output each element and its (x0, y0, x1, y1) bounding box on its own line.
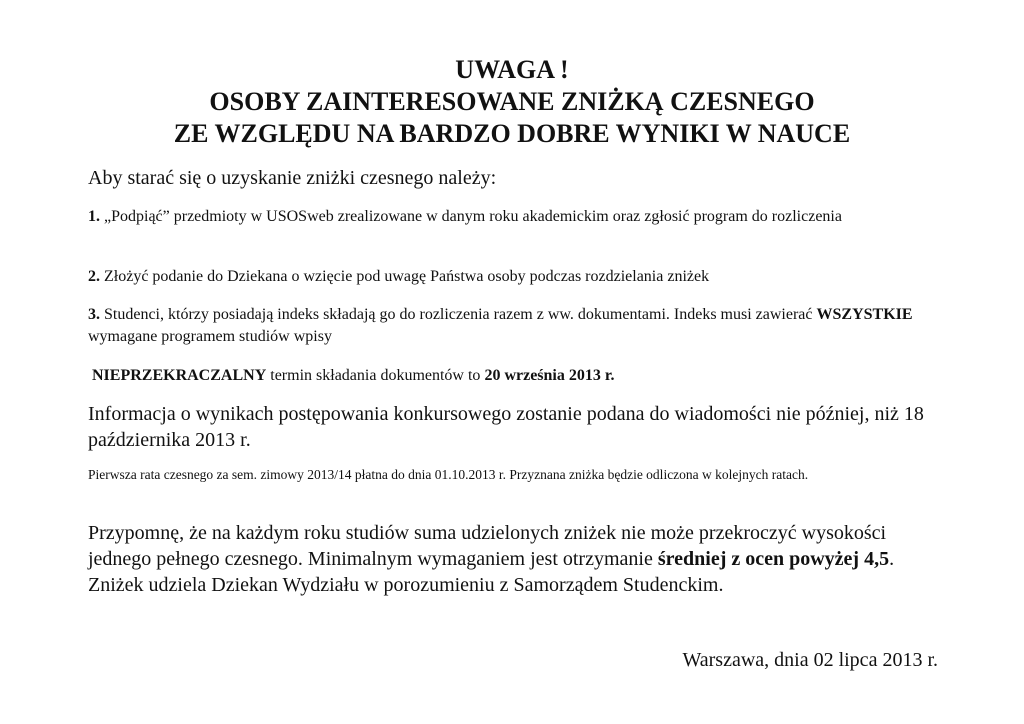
item-number: 2. (88, 268, 100, 285)
signature-date: Warszawa, dnia 02 lipca 2013 r. (682, 649, 938, 671)
deadline-date: 20 września 2013 r. (484, 367, 615, 384)
deadline-label: NIEPRZEKRACZALNY (92, 367, 267, 384)
deadline-text: termin składania dokumentów to (266, 367, 485, 384)
deadline-line (92, 365, 942, 387)
results-info: Informacja o wynikach postępowania konkursowego zostanie podana do wiadomości nie później, niż 18 października 2013 r. (88, 403, 924, 451)
item-text: Złożyć podanie do Dziekana o wzięcie pod uwagę Państwa osoby podczas rozdzielania zniżek (100, 268, 710, 285)
reminder-text-end: . Zniżek udziela Dziekan Wydziału w porozumieniu z Samorządem Studenckim. (88, 548, 895, 596)
notice-subtitle-line-2: ZE WZGLĘDU NA BARDZO DOBRE WYNIKI W NAUCE (173, 119, 851, 148)
requirement-item-1 (88, 206, 938, 228)
notice-subtitle-line-1: OSOBY ZAINTERESOWANE ZNIŻKĄ CZESNEGO (209, 87, 815, 116)
notice-title: UWAGA ! (455, 55, 569, 84)
item-text: Studenci, którzy posiadają indeks składają go do rozliczenia razem z ww. dokumentami. Indeks musi zawierać (100, 306, 817, 323)
intro-text: Aby starać się o uzyskanie zniżki czesnego należy: (88, 167, 497, 189)
reminder-emphasis: średniej z ocen powyżej 4,5 (657, 548, 890, 570)
item-number: 3. (88, 306, 100, 323)
item-text: „Podpiąć” przedmioty w USOSweb zrealizowane w danym roku akademickim oraz zgłosić program do rozliczenia (100, 208, 842, 225)
item-emphasis: WSZYSTKIE (816, 306, 913, 323)
reminder-paragraph (88, 520, 938, 598)
installment-note: Pierwsza rata czesnego za sem. zimowy 2013/14 płatna do dnia 01.10.2013 r. Przyznana zniżka będzie odliczona w kolejnych ratach. (88, 467, 809, 482)
reminder-text: Przypomnę, że na każdym roku studiów suma udzielonych zniżek nie może przekroczyć wysokości jednego pełnego czesnego. Minimalnym wymaganiem jest otrzymanie (88, 522, 887, 570)
requirement-item-3 (88, 304, 938, 348)
item-number: 1. (88, 208, 100, 225)
requirement-item-2 (88, 266, 938, 288)
item-text-end: wymagane programem studiów wpisy (88, 328, 332, 345)
